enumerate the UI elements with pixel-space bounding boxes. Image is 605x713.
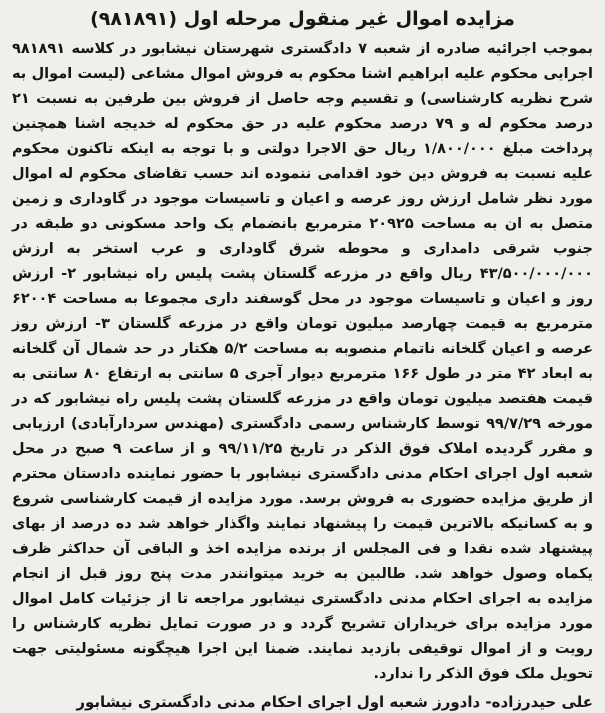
notice-signature: علی حیدرزاده- دادورز شعبه اول اجرای احکام مدنی دادگستری نیشابور — [76, 693, 593, 711]
notice-body: بموجب اجرائیه صادره از شعبه ۷ دادگستری شهرستان نیشابور در کلاسه ۹۸۱۸۹۱ اجرایی محکوم علیه ابراهیم اشنا محکوم به فروش اموال مشاعی (لیست اموال به شرح نظریه کارشناسی) و تقسیم وجه حاصل از فروش بین طرفین به نسبت ۲۱ درصد محکوم له و ۷۹ درصد محکوم علیه در حق محکوم له خدیجه اشنا همچنین پرداخت مبلغ ۱/۸۰۰/۰۰۰ ریال حق الاجرا دولتی و با توجه به اینکه تاکنون محکوم علیه نسبت به فروش دین خود اقدامی ننموده اند حسب تقاضای محکوم له اموال مورد نظر شامل ارزش روز عرصه و اعیان و تاسیسات موجود در گاوداری و زمین متصل به ان به مساحت ۲۰۹۲۵ مترمربع بانضمام یک واحد مسکونی دو طبقه در جنوب شرقی دامداری و محوطه شرق گاوداری و عرب استخر به ارزش ۴۳/۵۰۰/۰۰۰/۰۰۰ ریال واقع در مزرعه گلستان پشت پلیس راه نیشابور ۲- ارزش روز و اعیان و تاسیسات موجود در محل گوسفند داری مجموعا به مساحت ۶۲۰۰۴ مترمربع به قیمت چهارصد میلیون تومان واقع در مزرعه گلستان ۳- ارزش روز عرصه و اعیان گلخانه ناتمام منصوبه به مساحت ۵/۲ هکتار در حد شمال آن گلخانه به ابعاد ۴۲ متر در طول ۱۶۶ مترمربع دیوار آجری ۵ سانتی به ارتفاع ۸۰ سانتی به قیمت هفتصد میلیون تومان واقع در مزرعه گلستان پشت پلیس راه نیشابور که در مورخه ۹۹/۷/۲۹ توسط کارشناس رسمی دادگستری (مهندس سردارآبادی) ارزیابی و مقرر گردیده املاک فوق الذکر در تاریخ ۹۹/۱۱/۲۵ و از ساعت ۹ صبح در محل شعبه اول اجرای احکام مدنی دادگستری نیشابور با حضور نماینده دادستان محترم از طریق مزایده حضوری به فروش برسد. مورد مزایده از قیمت کارشناسی شروع و به کسانیکه بالاترین قیمت را پیشنهاد نمایند واگذار خواهد شد ده درصد از بهای پیشنهاد شده نقدا و فی المجلس از برنده مزایده اخذ و الباقی آن حداکثر ظرف یکماه وصول خواهد شد. طالبین به خرید میتوانندر مدت پنج روز قبل از انجام مزایده به اجرای احکام مدنی دادگستری نیشابور مراجعه تا از جزئیات کامل اموال مورد مزایده برای خریداران تشریح گردد و در صورت تمایل نظریه کارشناس را رویت و از اموال توقیفی بازدید نمایند. ضمنا این اجرا هیچگونه مسئولیتی جهت تحویل ملک فوق الذکر را ندارد. — [12, 41, 594, 682]
notice-title: مزایده اموال غیر منقول مرحله اول (۹۸۱۸۹۱) — [90, 8, 515, 30]
